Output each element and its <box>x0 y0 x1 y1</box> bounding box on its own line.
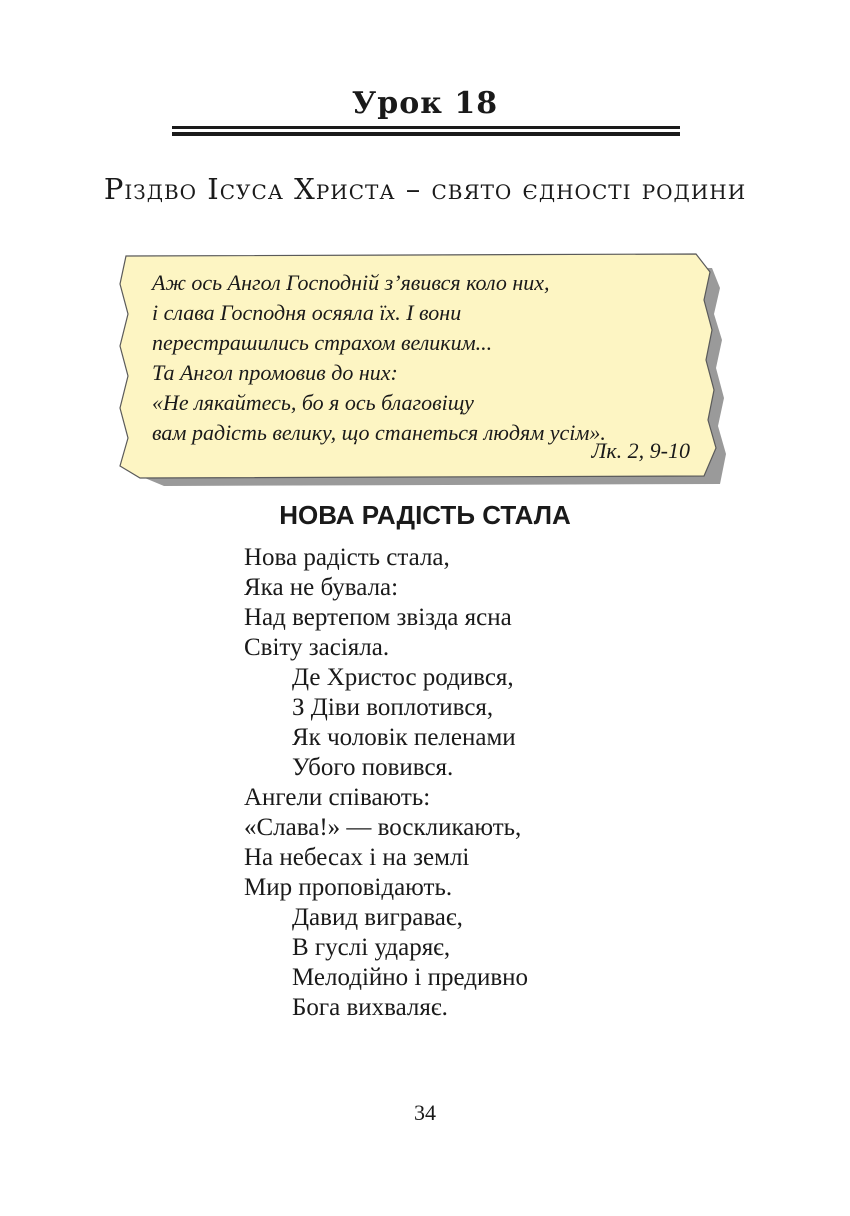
scripture-reference: Лк. 2, 9-10 <box>591 438 690 463</box>
poem-line: Давид виграває, <box>292 904 463 931</box>
poem-line: «Слава!» — воскликають, <box>244 814 522 841</box>
title-rule-thin <box>172 126 680 129</box>
poem-line: Убого повився. <box>292 754 454 781</box>
poem-line: В гуслі ударяє, <box>292 934 451 961</box>
poem-line: Бога вихваляє. <box>292 994 448 1021</box>
title-rule-thick <box>172 132 680 136</box>
epigraph-scroll <box>112 248 742 492</box>
poem-line: Ангели співають: <box>244 784 431 811</box>
poem-title: НОВА РАДІСТЬ СТАЛА <box>279 500 571 530</box>
poem-line: Як чоловік пеленами <box>292 724 516 751</box>
quote-line: Та Ангол промовив до них: <box>152 360 398 385</box>
quote-line: перестрашились страхом великим... <box>152 330 493 355</box>
poem-line: Де Христос родився, <box>292 664 514 691</box>
poem-line: Нова радість стала, <box>244 544 450 571</box>
lesson-title: Урок 18 <box>351 86 499 121</box>
quote-line: «Не лякайтесь, бо я ось благовіщу <box>152 390 474 415</box>
poem-line: На небесах і на землі <box>244 844 470 871</box>
epigraph-quote <box>152 268 712 448</box>
lesson-subtitle: Різдво Ісуса Христа – свято єдності родини <box>103 172 747 206</box>
poem-line: Яка не бувала: <box>244 574 399 601</box>
quote-line: Аж ось Ангол Господній з’явився коло них, <box>152 270 550 295</box>
poem-body <box>244 543 528 1023</box>
quote-line: вам радість велику, що станеться людям усім». <box>152 420 606 445</box>
poem-line: Мелодійно і предивно <box>292 964 529 991</box>
poem-line: З Діви воплотився, <box>292 694 494 721</box>
poem-line: Над вертепом звізда ясна <box>244 604 512 631</box>
poem-line: Світу засіяла. <box>244 634 390 661</box>
page-number: 34 <box>414 1100 436 1125</box>
quote-line: і слава Господня осяяла їх. І вони <box>152 300 462 325</box>
poem-line: Мир проповідають. <box>244 874 453 901</box>
